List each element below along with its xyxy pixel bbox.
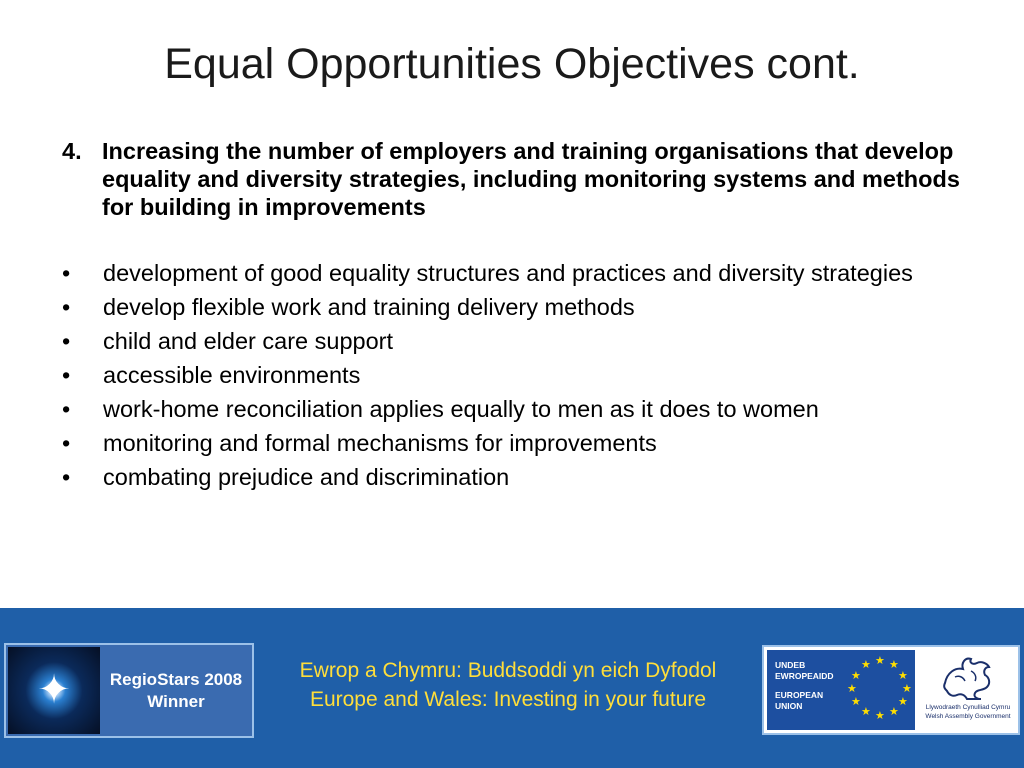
- eu-line4: UNION: [775, 701, 803, 711]
- welsh-assembly-text: [919, 703, 1017, 721]
- welsh-assembly-logo: [919, 649, 1014, 731]
- bullet-icon: •: [62, 362, 71, 388]
- regiostars-line2: Winner: [147, 691, 205, 711]
- wag-english: Welsh Assembly Government: [925, 713, 1011, 720]
- bullet-icon: •: [62, 328, 71, 354]
- footer-banner: [0, 608, 1024, 768]
- star-burst-image: [8, 647, 100, 734]
- list-item: [60, 362, 965, 389]
- bullet-icon: •: [62, 294, 71, 320]
- eu-logo: [767, 650, 915, 730]
- welsh-dragon-icon: [937, 653, 997, 703]
- list-item: [60, 464, 965, 491]
- wag-welsh: Llywodraeth Cynulliad Cymru: [925, 704, 1011, 711]
- bullet-text: combating prejudice and discrimination: [103, 464, 510, 490]
- slide-title: Equal Opportunities Objectives cont.: [164, 40, 860, 88]
- regiostars-line1: RegioStars 2008: [109, 669, 243, 689]
- motto-english: Europe and Wales: Investing in your future: [309, 688, 707, 711]
- regiostars-text: [100, 669, 252, 713]
- bullet-text: monitoring and formal mechanisms for improvements: [103, 430, 657, 456]
- objective-number: 4.: [62, 138, 82, 164]
- eu-logo-text: [775, 660, 843, 712]
- motto-welsh: Ewrop a Chymru: Buddsoddi yn eich Dyfodol: [299, 659, 717, 682]
- bullet-list: [60, 260, 965, 498]
- partner-logos: [762, 645, 1020, 735]
- regiostars-badge: [4, 643, 254, 738]
- objective-item: [62, 137, 967, 221]
- eu-line3: EUROPEAN: [775, 690, 824, 700]
- bullet-text: development of good equality structures and practices and diversity strategies: [103, 260, 913, 286]
- footer-motto: [258, 656, 758, 714]
- objective-text: Increasing the number of employers and training organisations that develop equality and diversity strategies, including monitoring systems and methods for building in improvements: [102, 138, 960, 220]
- bullet-icon: •: [62, 260, 71, 286]
- bullet-text: work-home reconciliation applies equally to men as it does to women: [103, 396, 819, 422]
- bullet-text: child and elder care support: [103, 328, 394, 354]
- list-item: [60, 430, 965, 457]
- bullet-icon: •: [62, 430, 71, 456]
- list-item: [60, 396, 965, 423]
- list-item: [60, 294, 965, 321]
- bullet-icon: •: [62, 396, 71, 422]
- star-icon: ✦: [37, 668, 71, 712]
- eu-line2: EWROPEAIDD: [775, 671, 834, 681]
- eu-stars-icon: ★ ★ ★ ★ ★ ★ ★ ★ ★ ★ ★ ★: [847, 655, 912, 722]
- list-item: [60, 328, 965, 355]
- eu-line1: UNDEB: [775, 660, 806, 670]
- bullet-text: develop flexible work and training delivery methods: [103, 294, 635, 320]
- list-item: [60, 260, 965, 287]
- bullet-text: accessible environments: [103, 362, 361, 388]
- bullet-icon: •: [62, 464, 71, 490]
